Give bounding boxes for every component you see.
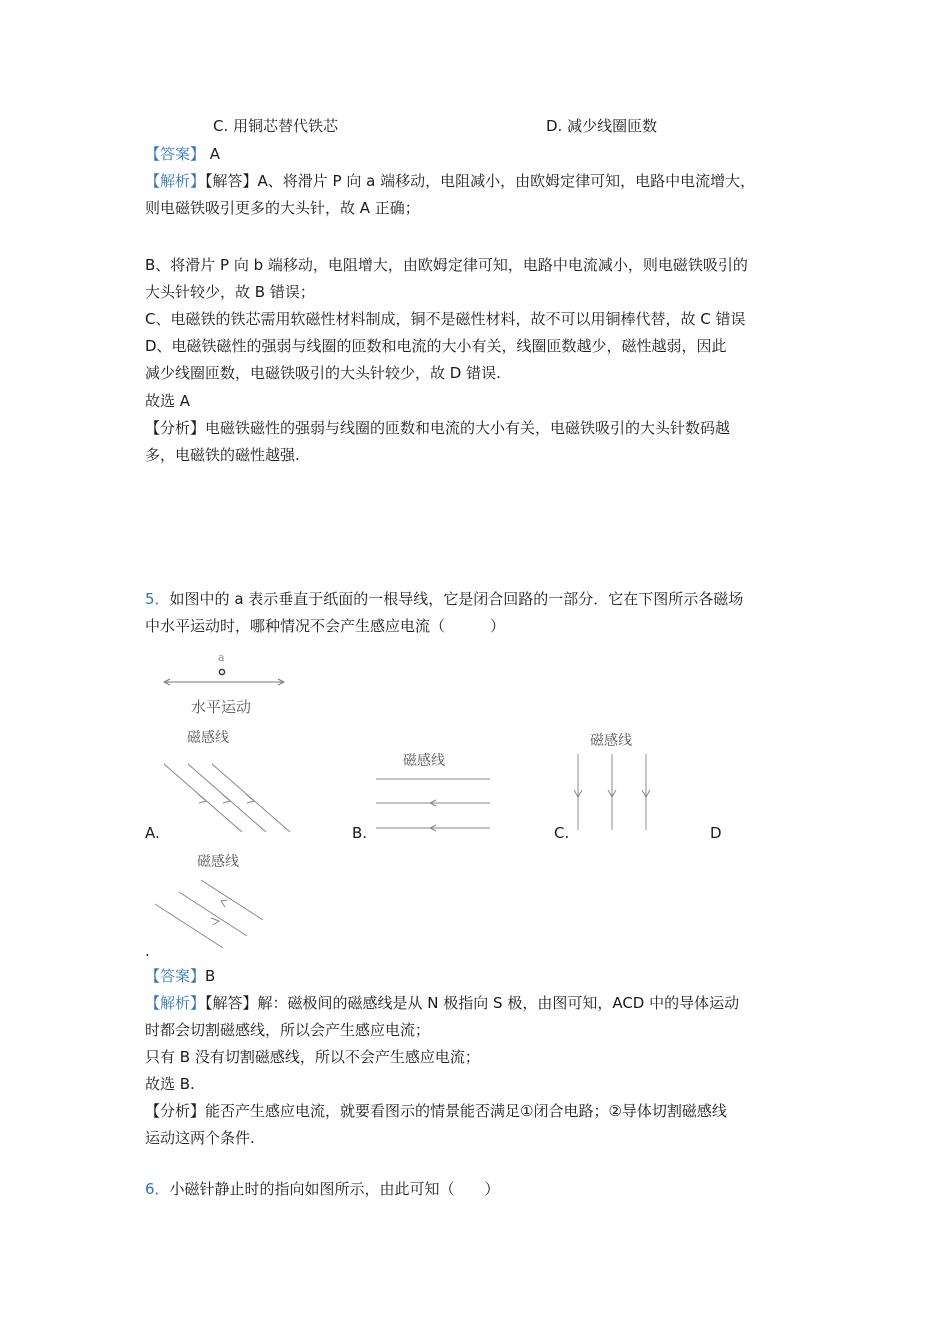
q4-d-line1: D、电磁铁磁性的强弱与线圈的匝数和电流的大小有关，线圈匝数越少，磁性越弱，因此 [145, 337, 727, 355]
analysis-tag: 【解析】 [145, 172, 206, 190]
q5-fenxi-line2: 运动这两个条件. [145, 1129, 255, 1147]
field-diagram-c [570, 752, 660, 832]
q4-analysis-line2: 则电磁铁吸引更多的大头针，故 A 正确； [145, 199, 420, 217]
answer-value: A [209, 145, 221, 163]
analysis-text: 【解答】解：磁极间的磁感线是从 N 极指向 S 极，由图可知，ACD 中的导体运动 [205, 994, 740, 1012]
answer-value: B [205, 967, 216, 985]
stem-text: 如图中的 a 表示垂直于纸面的一根导线，它是闭合回路的一部分．它在下图所示各磁场 [169, 590, 744, 608]
trailing-dot: . [145, 942, 150, 960]
wire-circle [219, 669, 224, 674]
answer-tag: 【答案】 [145, 145, 206, 163]
q5-stem-line2: 中水平运动时，哪种情况不会产生感应电流（ ） [145, 617, 506, 635]
label-d: D [710, 824, 722, 842]
option-c: C. 用铜芯替代铁芯 [213, 117, 339, 135]
analysis-tag: 【解析】 [145, 994, 206, 1012]
q4-b-line2: 大头针较少，故 B 错误； [145, 283, 315, 301]
q4-analysis-line1 [145, 171, 755, 191]
label-a: A. [145, 824, 160, 842]
q4-b-line1: B、将滑片 P 向 b 端移动，电阻增大，由欧姆定律可知，电路中电流减小，则电磁铁吸引的 [145, 256, 748, 274]
analysis-text: 【解答】A、将滑片 P 向 a 端移动，电阻减小，由欧姆定律可知，电路中电流增大， [205, 172, 756, 190]
q4-fenxi-line2: 多，电磁铁的磁性越强. [145, 446, 300, 464]
q4-c-line: C、电磁铁的铁芯需用软磁性材料制成，铜不是磁性材料，故不可以用铜棒代替，故 C 错误 [145, 310, 746, 328]
wire-motion-figure [160, 660, 290, 690]
field-diagram-a [160, 760, 295, 840]
motion-label: 水平运动 [191, 698, 252, 716]
field-label-c: 磁感线 [590, 733, 632, 749]
question-number: 5． [145, 590, 170, 608]
field-diagram-d [153, 878, 268, 953]
q4-fenxi-line1: 【分析】电磁铁磁性的强弱与线圈的匝数和电流的大小有关，电磁铁吸引的大头针数码越 [145, 419, 731, 437]
question-number: 6． [145, 1180, 170, 1198]
q5-answer [145, 966, 215, 986]
q4-choose: 故选 A [145, 392, 191, 410]
wire-label: a [218, 651, 225, 664]
q4-d-line2: 减少线圈匝数，电磁铁吸引的大头针较少，故 D 错误. [145, 364, 501, 382]
q6-stem [145, 1179, 500, 1199]
q5-choose: 故选 B. [145, 1075, 195, 1093]
field-diagram-b [374, 775, 494, 835]
q5-stem-line1 [145, 589, 743, 609]
stem-text: 小磁针静止时的指向如图所示，由此可知（ ） [169, 1180, 500, 1198]
q5-analysis-line1 [145, 993, 739, 1013]
q5-analysis-line2: 时都会切割磁感线，所以会产生感应电流； [145, 1021, 431, 1039]
field-label-b: 磁感线 [403, 753, 445, 769]
field-label-d: 磁感线 [197, 854, 239, 870]
q5-fenxi-line1: 【分析】能否产生感应电流，就要看图示的情景能否满足①闭合电路；②导体切割磁感线 [145, 1102, 727, 1120]
label-c: C. [554, 824, 570, 842]
label-b: B. [352, 824, 368, 842]
answer-tag: 【答案】 [145, 967, 206, 985]
q5-analysis-line3: 只有 B 没有切割磁感线，所以不会产生感应电流； [145, 1048, 480, 1066]
option-d: D. 减少线圈匝数 [546, 117, 658, 135]
q4-answer [145, 144, 220, 164]
field-label-a: 磁感线 [187, 730, 229, 746]
